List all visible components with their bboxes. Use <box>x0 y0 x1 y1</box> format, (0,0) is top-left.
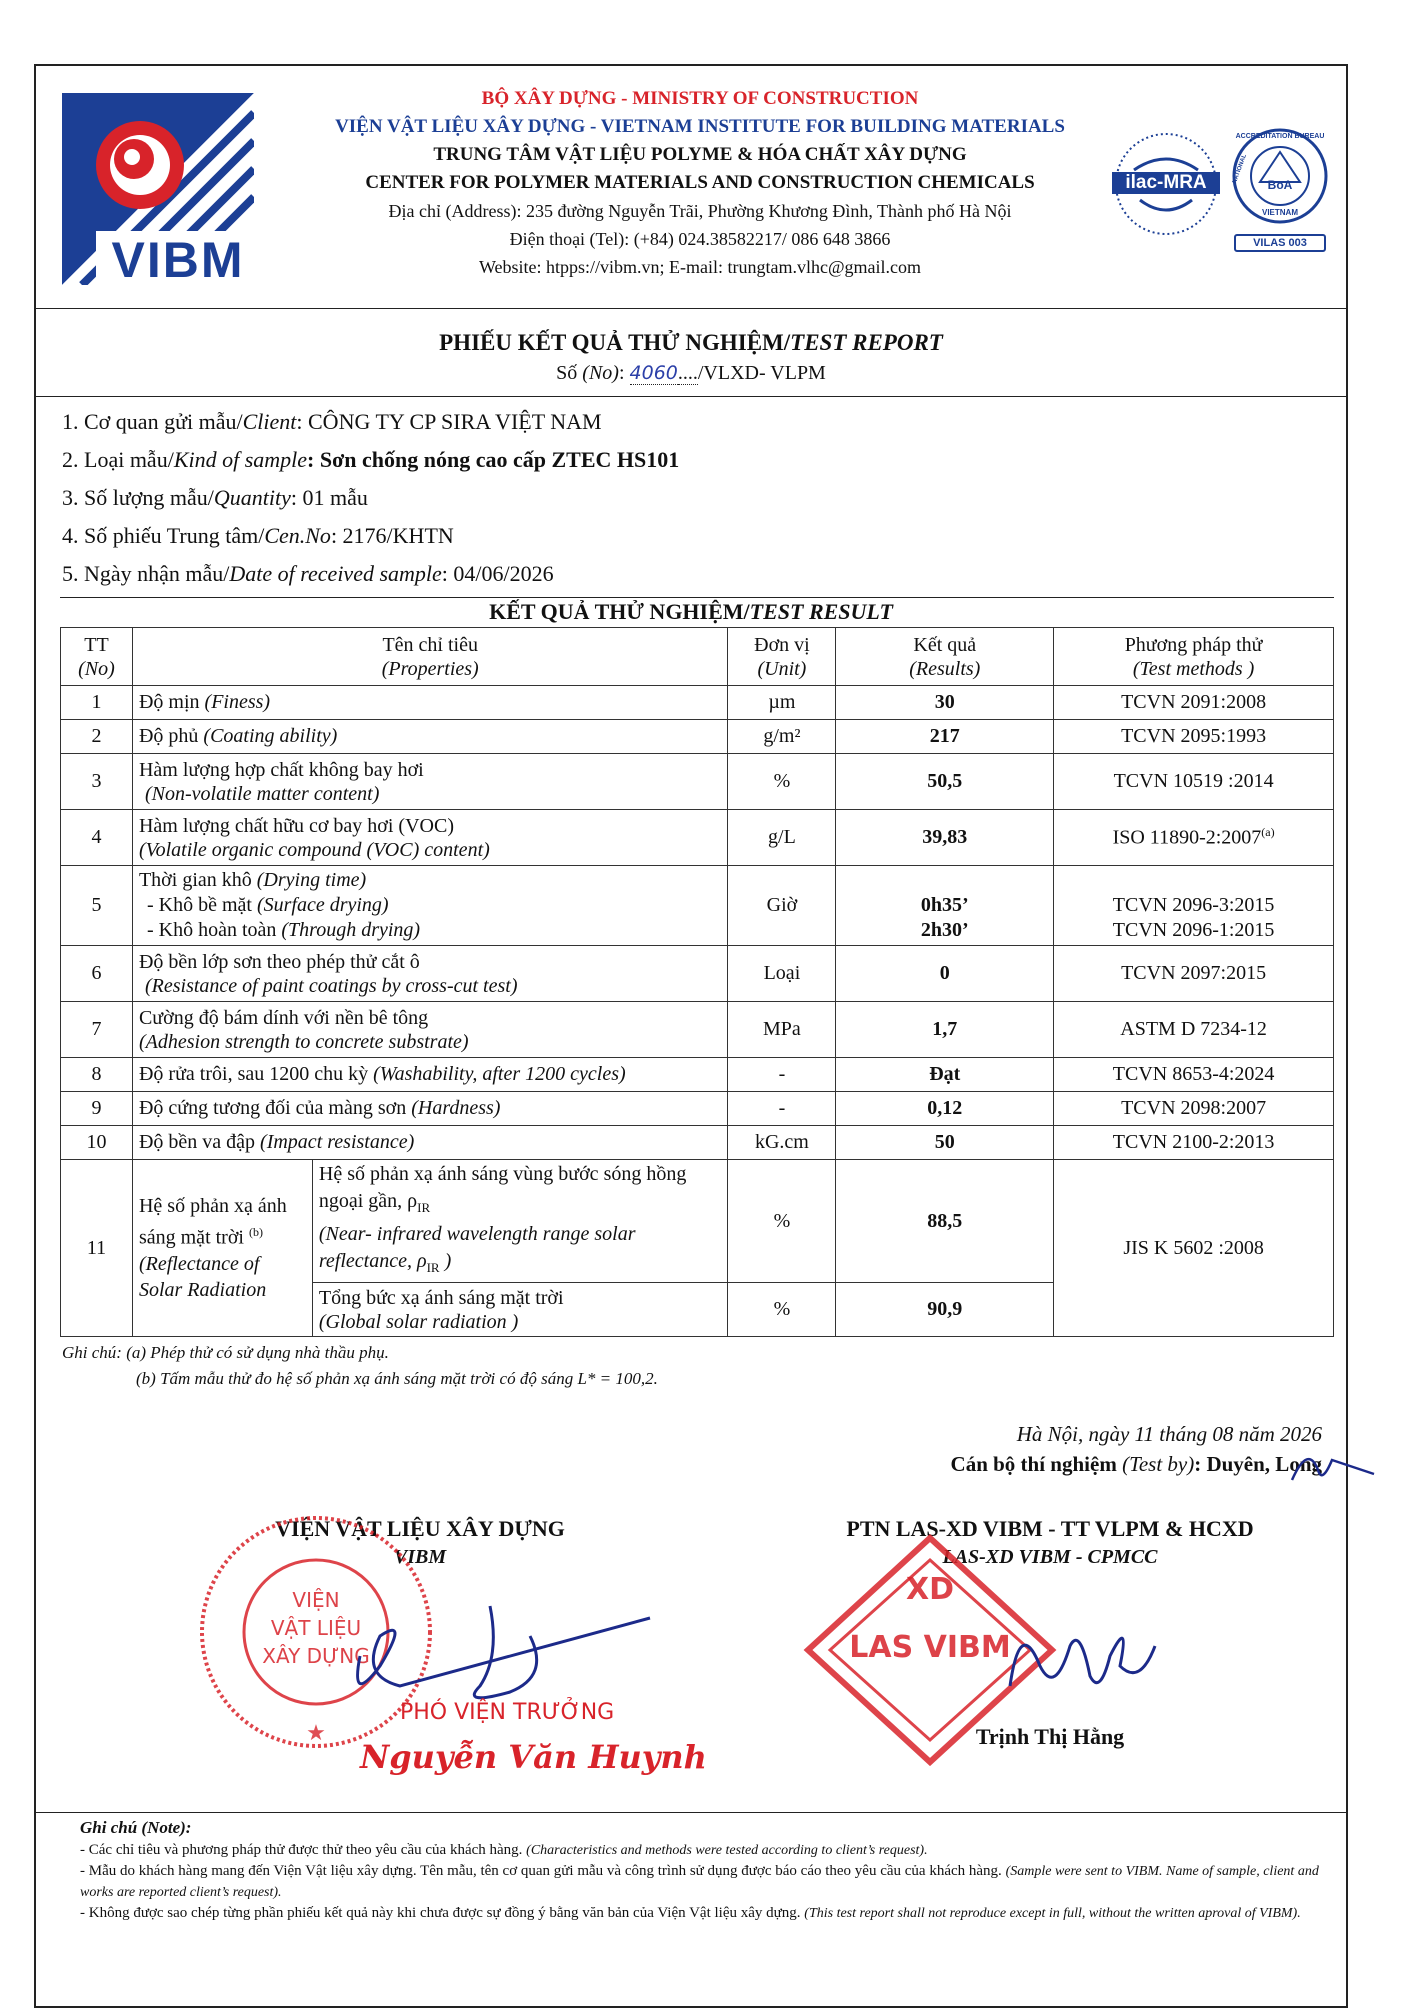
result-title-en: TEST RESULT <box>749 599 893 624</box>
table-notes <box>62 1340 658 1392</box>
header-methods: Phương pháp thử (Test methods ) <box>1054 628 1334 686</box>
footer-label: Ghi chú (Note): <box>80 1818 192 1837</box>
table-row: 10 Độ bền va đập (Impact resistance) kG.cm 50 TCVN 2100-2:2013 <box>61 1126 1334 1160</box>
footer-line-1: - Các chỉ tiêu và phương pháp thử được thử theo yêu cầu của khách hàng. (Characteristics and methods were tested according to client’s request). <box>80 1842 928 1858</box>
info-center-no: 4. Số phiếu Trung tâm/Cen.No: 2176/KHTN <box>62 523 454 548</box>
svg-text:★: ★ <box>306 1720 326 1745</box>
note-a: (a) Phép thử có sử dụng nhà thầu phụ. <box>126 1343 389 1362</box>
header-no: TT (No) <box>61 628 133 686</box>
boa-ring-bottom: VIETNAM <box>1262 208 1298 217</box>
report-title-vi: PHIẾU KẾT QUẢ THỬ NGHIỆM/ <box>439 330 791 355</box>
right-signature <box>1000 1606 1160 1706</box>
result-title-vi: KẾT QUẢ THỬ NGHIỆM/ <box>489 599 750 624</box>
table-row: 3 Hàm lượng hợp chất không bay hơi (Non-volatile matter content) % 50,5 TCVN 10519 :2014 <box>61 754 1334 810</box>
tested-by: Cán bộ thí nghiệm (Test by): Duyên, Long <box>950 1452 1322 1476</box>
table-row: 5 Thời gian khô (Drying time) - Khô bề mặt (Surface drying) - Khô hoàn toàn (Through drying) Giờ 0h35’ 2h30’ TCVN 2096-3:2015 TCVN 2096-1:2015 <box>61 866 1334 946</box>
right-sign-org-en: LAS-XD VIBM - CPMCC <box>942 1546 1158 1568</box>
info-quantity: 3. Số lượng mẫu/Quantity: 01 mẫu <box>62 485 368 510</box>
table-row: 11 Hệ số phản xạ ánh sáng mặt trời $^{(b)}$ (Reflectance of Solar Radiation Hệ số phản xạ ánh sáng vùng bước sóng hồng ngoại gần, $\rho_{IR}$ (Near- infrared wavelength range solar reflectance, $\rho_{IR}$ ) % 88,5 JIS K 5602 :2008 <box>61 1160 1334 1283</box>
footer-divider <box>34 1812 1348 1813</box>
header-divider <box>34 308 1348 309</box>
table-row: Tổng bức xạ ánh sáng mặt trời (Global solar radiation ) % 90,9 <box>61 1283 1334 1337</box>
header-properties: Tên chỉ tiêu (Properties) <box>132 628 727 686</box>
report-number-prefix: Số <box>556 362 578 384</box>
left-sign-org-en: VIBM <box>393 1546 447 1568</box>
table-header-row <box>61 628 1334 686</box>
boa-text: BoA <box>1267 178 1293 192</box>
ministry-line: BỘ XÂY DỰNG - MINISTRY OF CONSTRUCTION <box>481 88 919 109</box>
info-divider <box>60 597 1334 598</box>
table-row: 8 Độ rửa trôi, sau 1200 chu kỳ (Washability, after 1200 cycles) - Đạt TCVN 8653-4:2024 <box>61 1058 1334 1092</box>
table-row: 2 Độ phủ (Coating ability) g/m² 217 TCVN 2095:1993 <box>61 720 1334 754</box>
phone-line: Điện thoại (Tel): (+84) 024.38582217/ 086 648 3866 <box>509 229 891 249</box>
left-sign-name: Nguyễn Văn Huynh <box>360 1738 707 1776</box>
left-sign-org: VIỆN VẬT LIỆU XÂY DỰNG <box>275 1516 565 1541</box>
stamp-line-1: VIỆN <box>292 1588 340 1612</box>
note-b: (b) Tấm mẫu thử đo hệ số phản xạ ánh sáng mặt trời có độ sáng L* = 100,2. <box>136 1369 658 1388</box>
report-number-handwritten: 4060 <box>629 362 678 384</box>
table-row: 7 Cường độ bám dính với nền bê tông (Adhesion strength to concrete substrate) MPa 1,7 ASTM D 7234-12 <box>61 1002 1334 1058</box>
report-title-en: TEST REPORT <box>790 330 943 355</box>
left-sign-title: PHÓ VIỆN TRƯỞNG <box>400 1700 615 1725</box>
table-row: 9 Độ cứng tương đối của màng sơn (Hardness) - 0,12 TCVN 2098:2007 <box>61 1092 1334 1126</box>
center-en-line: CENTER FOR POLYMER MATERIALS AND CONSTRUCTION CHEMICALS <box>365 172 1035 193</box>
left-signature <box>340 1596 670 1716</box>
date-line: Hà Nội, ngày 11 tháng 08 năm 2026 <box>1016 1422 1322 1446</box>
table-row: 4 Hàm lượng chất hữu cơ bay hơi (VOC) (Volatile organic compound (VOC) content) g/L 39,83 ISO 11890-2:2007$^{(a)}$ <box>61 810 1334 866</box>
info-received-date: 5. Ngày nhận mẫu/Date of received sample: 04/06/2026 <box>62 561 554 586</box>
stamp-xd: XD <box>905 1572 955 1607</box>
address-line: Địa chỉ (Address): 235 đường Nguyễn Trãi, Phường Khương Đình, Thành phố Hà Nội <box>388 201 1012 221</box>
test-result-table <box>60 627 1334 1337</box>
header-unit: Đơn vị (Unit) <box>728 628 836 686</box>
right-sign-org: PTN LAS-XD VIBM - TT VLPM & HCXD <box>846 1516 1254 1541</box>
stamp-line-2: VẬT LIỆU <box>270 1616 362 1640</box>
tester-signature <box>1288 1440 1378 1490</box>
stamp-line-3: XÂY DỰNG <box>262 1644 370 1668</box>
center-vi-line: TRUNG TÂM VẬT LIỆU POLYME & HÓA CHẤT XÂY DỰNG <box>433 144 967 165</box>
boa-ring-left: NATIONAL <box>1231 153 1249 185</box>
vibm-logo <box>62 93 254 288</box>
institute-line: VIỆN VẬT LIỆU XÂY DỰNG - VIETNAM INSTITUTE FOR BUILDING MATERIALS <box>335 116 1065 137</box>
ilac-mra-logo <box>1112 130 1220 238</box>
footer-notes <box>80 1818 1330 1924</box>
ilac-text: ilac-MRA <box>1112 172 1220 194</box>
notes-label: Ghi chú: <box>62 1343 127 1362</box>
info-client: 1. Cơ quan gửi mẫu/Client: CÔNG TY CP SIRA VIỆT NAM <box>62 409 602 434</box>
report-number-suffix: /VLXD- VLPM <box>697 362 826 384</box>
right-sign-name: Trịnh Thị Hằng <box>975 1724 1125 1749</box>
info-sample-kind: 2. Loại mẫu/Kind of sample: Sơn chống nóng cao cấp ZTEC HS101 <box>62 447 680 472</box>
boa-ring-top: ACCREDITATION BUREAU <box>1235 133 1325 140</box>
vilas-label: VILAS 003 <box>1234 234 1326 252</box>
report-number-prefix-en: (No) <box>582 362 619 384</box>
table-row: 6 Độ bền lớp sơn theo phép thử cắt ô (Resistance of paint coatings by cross-cut test) Loại 0 TCVN 2097:2015 <box>61 946 1334 1002</box>
header-results: Kết quả (Results) <box>836 628 1054 686</box>
logo-text: VIBM <box>111 232 245 288</box>
footer-line-2: - Mẫu do khách hàng mang đến Viện Vật liệu xây dựng. Tên mẫu, tên cơ quan gửi mẫu và công trình sử dụng được báo cáo theo yêu cầu của khách hàng. (Sample were sent to VIBM. Name of sample, client and works are reported client’s request). <box>80 1863 1319 1900</box>
sample-info <box>62 403 1262 593</box>
boa-accreditation-logo <box>1230 126 1330 256</box>
title-divider <box>34 396 1348 397</box>
table-row: 1 Độ mịn (Finess) µm 30 TCVN 2091:2008 <box>61 686 1334 720</box>
stamp-las-vibm: LAS VIBM <box>849 1630 1011 1665</box>
footer-line-3: - Không được sao chép từng phần phiếu kết quả này khi chưa được sự đồng ý bằng văn bản của Viện Vật liệu xây dựng. (This test report shall not reproduce except in full, without the written aproval of VIBM). <box>80 1905 1301 1921</box>
website-line: Website: htpps://vibm.vn; E-mail: trungtam.vlhc@gmail.com <box>478 257 922 277</box>
